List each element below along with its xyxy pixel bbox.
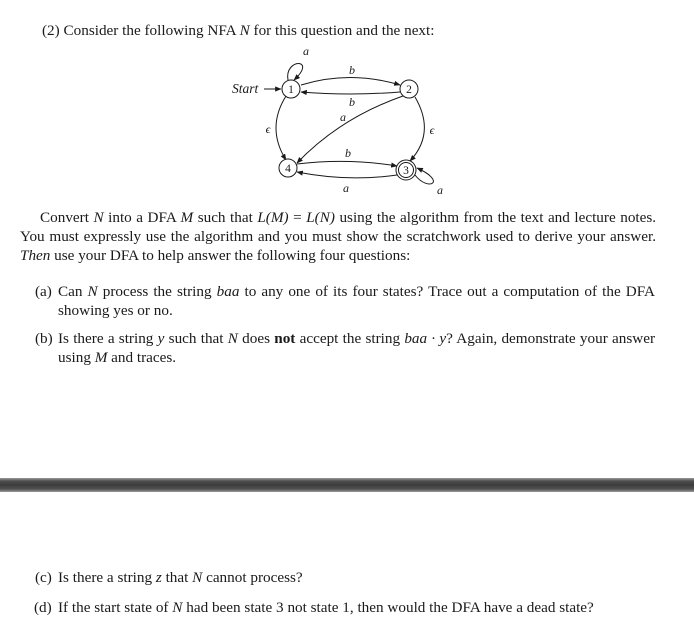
state-1-self-loop: [288, 64, 303, 81]
edge-2-to-3: [410, 97, 424, 161]
part-b-label: (b): [35, 330, 53, 347]
label-4-to-3: b: [345, 146, 351, 160]
question-number: (2): [42, 22, 60, 39]
part-d-label: (d): [34, 599, 52, 616]
label-2-to-1: b: [349, 95, 355, 109]
part-c-text: Is there a string z that N cannot process?: [58, 569, 303, 586]
edge-4-to-3: [297, 161, 397, 166]
label-1-to-2: b: [349, 63, 355, 77]
state-3-label: 3: [403, 165, 409, 177]
instructions-paragraph: Convert N into a DFA M such that L(M) = L(N) using the algorithm from the text and lecture notes. You must expressly use the algorithm and you must show the scratchwork used to derive your answer. Then use your DFA to help answer the following four questions:: [20, 209, 657, 265]
question-intro: Consider the following NFA: [63, 22, 236, 39]
label-1-self-loop: a: [303, 44, 309, 58]
edge-2-to-1: [301, 92, 400, 94]
edge-3-to-4: [297, 172, 397, 178]
label-3-to-4: a: [343, 181, 349, 195]
state-2-label: 2: [406, 84, 412, 96]
label-2-to-3: ϵ: [429, 123, 435, 137]
label-3-self-loop: a: [437, 183, 443, 197]
part-a-text: Can N process the string baa to any one of its four states? Trace out a computation of the DFA showing yes or no.: [58, 283, 655, 320]
label-1-to-4: ϵ: [265, 122, 271, 136]
part-c-label: (c): [35, 569, 52, 586]
state-4-label: 4: [285, 163, 291, 175]
state-3-self-loop: [415, 168, 433, 184]
question-intro-end: for this question and the next:: [253, 22, 435, 39]
page-divider: [0, 478, 694, 492]
label-2-to-4: a: [340, 110, 346, 124]
start-label: Start: [232, 81, 259, 96]
part-a-label: (a): [35, 283, 52, 300]
part-d-text: If the start state of N had been state 3 not state 1, then would the DFA have a dead state?: [58, 599, 594, 616]
part-b-text: Is there a string y such that N does not accept the string baa · y? Again, demonstrate your answer using M and traces.: [58, 330, 656, 367]
edge-1-to-2: [301, 78, 400, 86]
state-1-label: 1: [288, 84, 294, 96]
nfa-name: N: [239, 22, 250, 39]
edge-1-to-4: [276, 96, 286, 160]
